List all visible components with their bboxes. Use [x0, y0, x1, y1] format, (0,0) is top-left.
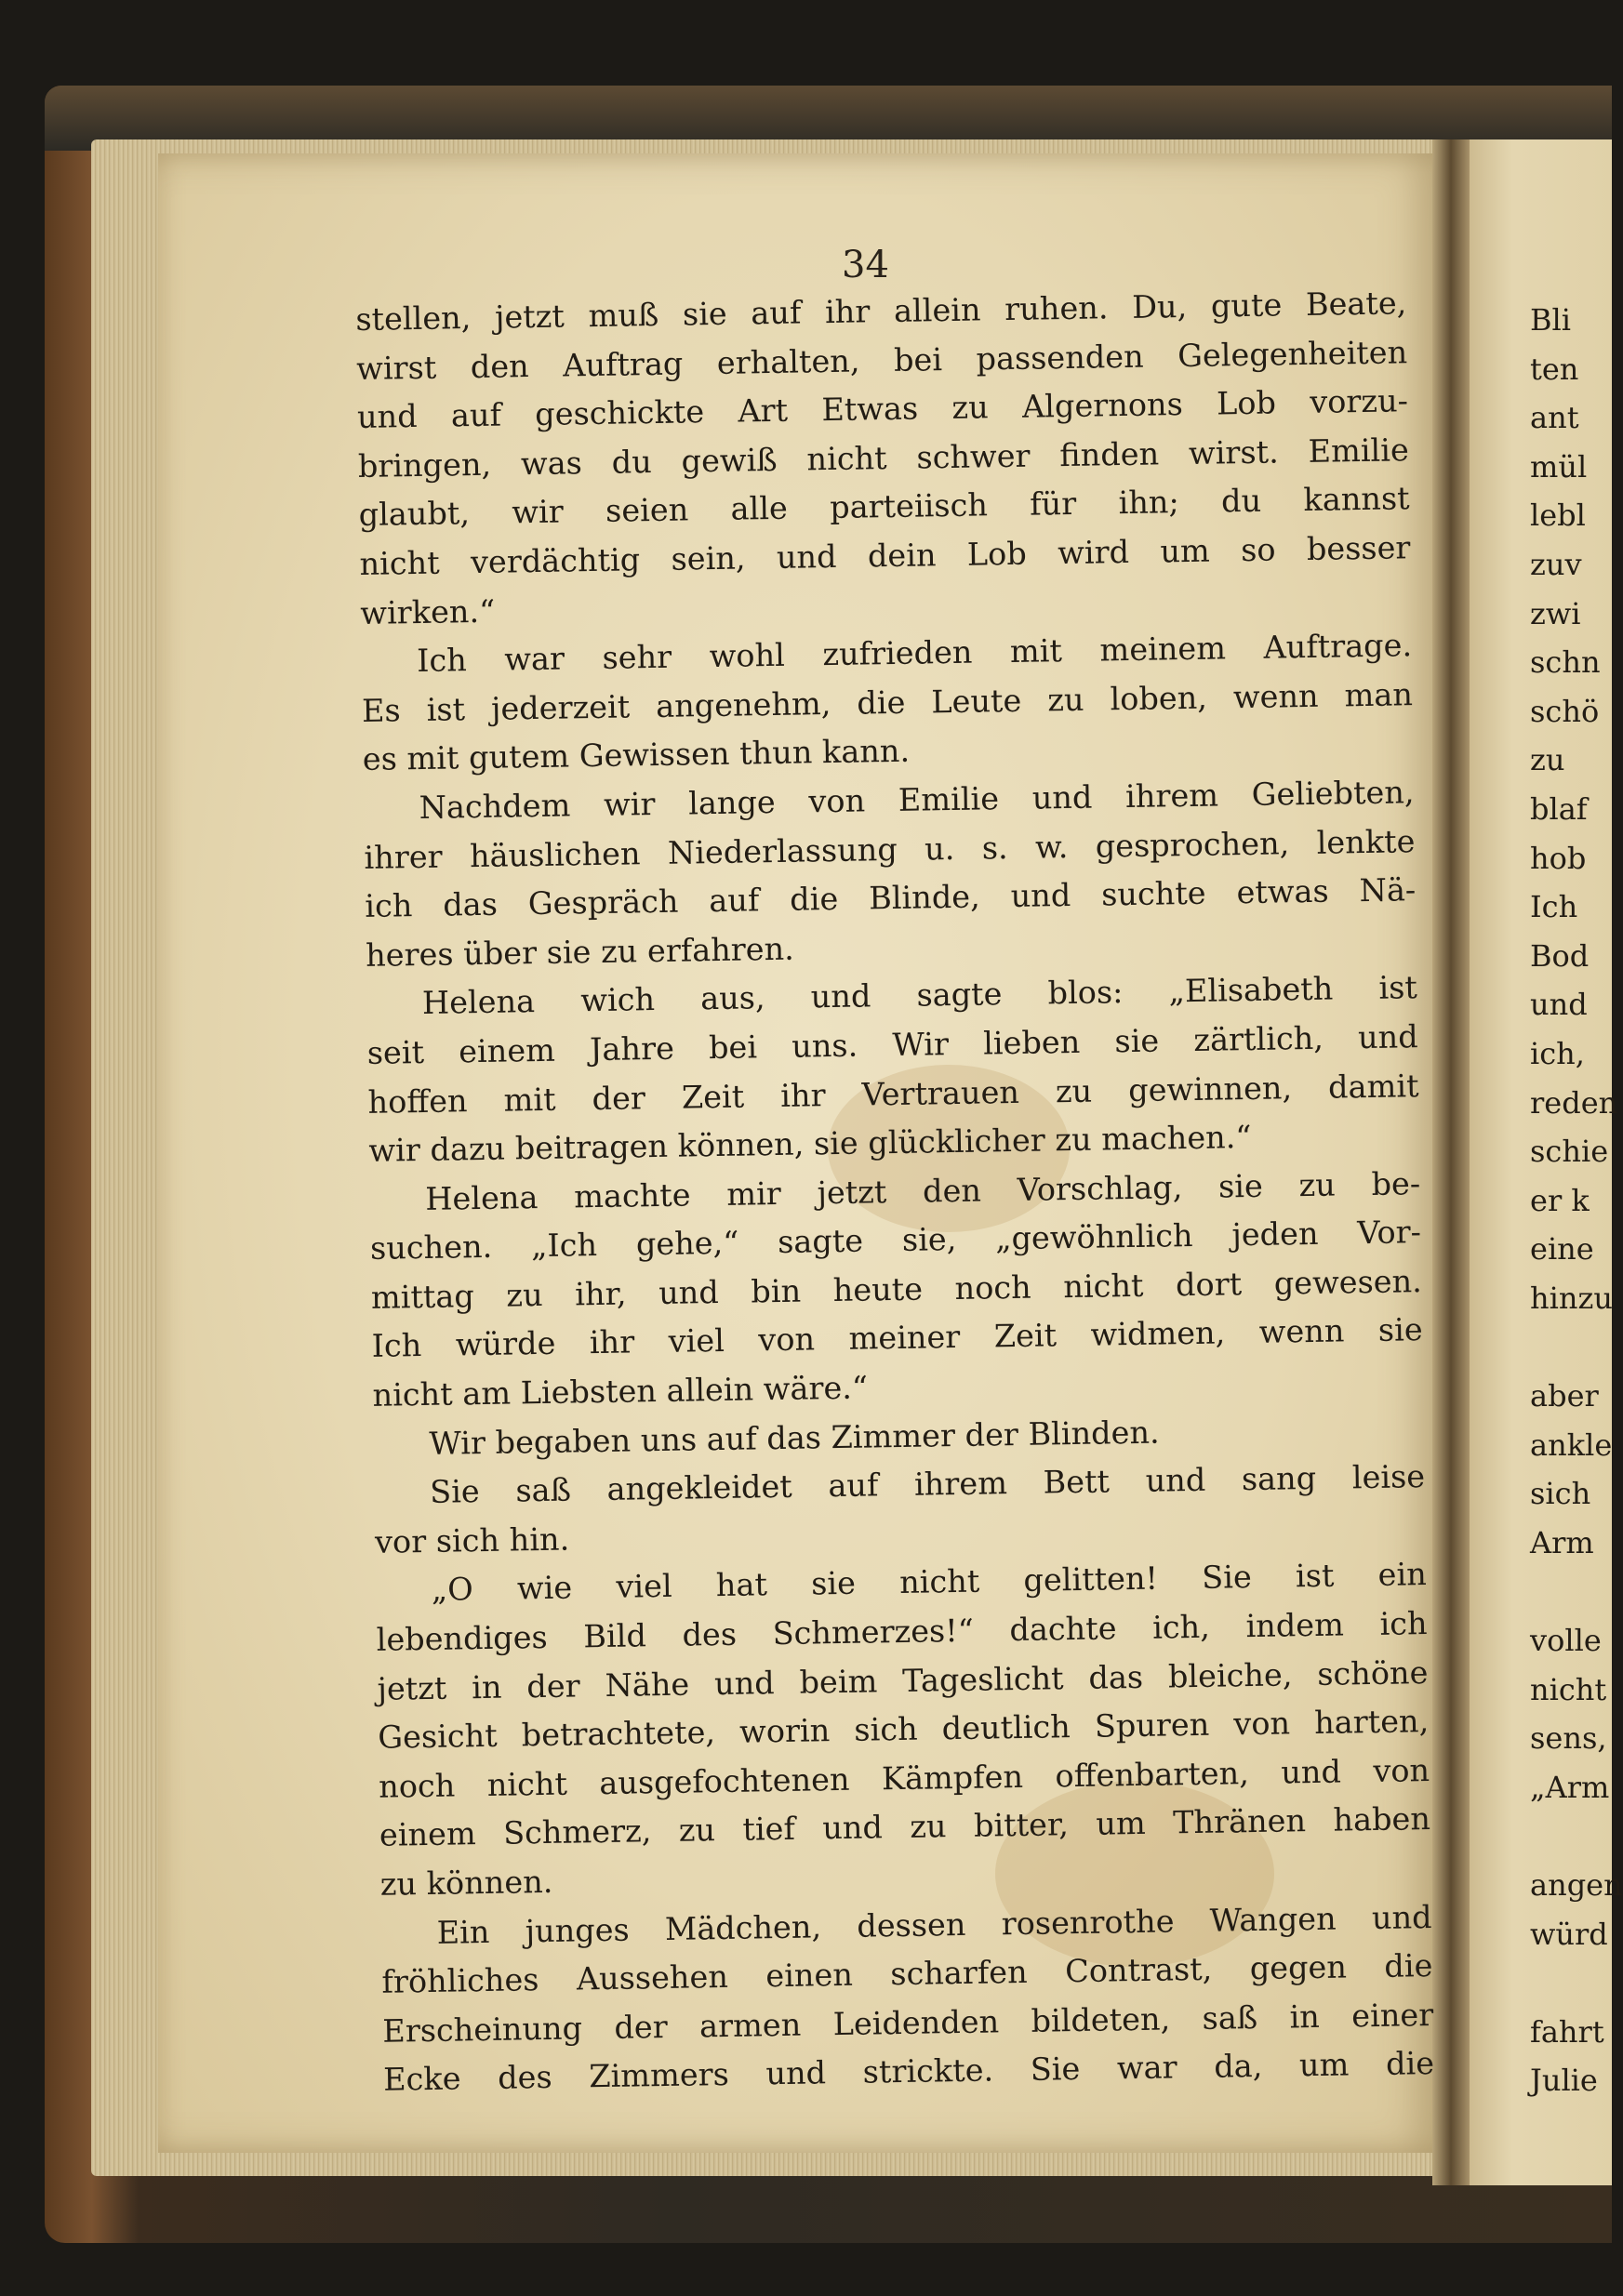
text-line: Ein junges Mädchen, dessen rosenrothe Wangen und [436, 1898, 1432, 1951]
right-page-line-fragment [1530, 1322, 1614, 1372]
text-line: nicht verdächtig sein, und dein Lob wird um so besser [359, 529, 1411, 582]
right-page-line-fragment: würd [1530, 1916, 1608, 1952]
book-gutter [1432, 139, 1470, 2185]
right-page-line-fragment: nicht [1530, 1671, 1607, 1707]
right-page-line-fragment: lebl [1530, 498, 1586, 534]
text-line: zu können. [379, 1863, 553, 1903]
text-line: „O wie viel hat sie nicht gelitten! Sie ist ein [431, 1556, 1428, 1609]
text-line: jetzt in der Nähe und beim Tageslicht das bleiche, schöne [377, 1653, 1429, 1707]
right-page-line-fragment: schie [1530, 1134, 1609, 1170]
right-page-line-fragment: hob [1530, 840, 1587, 876]
right-page-line-fragment: ten [1530, 351, 1579, 387]
text-line: Nachdem wir lange von Emilie und ihrem Geliebten, [419, 774, 1415, 826]
right-page-line-fragment: Arm [1530, 1524, 1594, 1560]
text-line: Ecke des Zimmers und strickte. Sie war da, um die [382, 2045, 1435, 2099]
text-line: seit einem Jahre bei uns. Wir lieben sie zärtlich, und [366, 1018, 1418, 1071]
right-page-line-fragment: blaf [1530, 790, 1588, 827]
text-line: heres über sie zu erfahren. [365, 930, 795, 974]
right-page-line-fragment: Bod [1530, 937, 1590, 974]
page-number: 34 [842, 244, 889, 286]
text-line: Helena machte mir jetzt den Vorschlag, sie zu be- [424, 1164, 1421, 1217]
right-page-line-fragment [1530, 1567, 1614, 1616]
right-page-line-fragment: hinzu [1530, 1280, 1613, 1316]
right-page-line-fragment: ich, [1530, 1035, 1585, 1071]
right-page-line-fragment: mül [1530, 448, 1588, 484]
text-line: Wir begaben uns auf das Zimmer der Blinden. [429, 1413, 1160, 1462]
right-page-line-fragment [1530, 1958, 1614, 2008]
right-page-line-fragment: schn [1530, 644, 1601, 681]
right-page-line-fragment: „Arm [1530, 1769, 1610, 1805]
right-page-line-fragment: er k [1530, 1182, 1590, 1218]
text-line: Es ist jederzeit angenehm, die Leute zu loben, wenn man [361, 675, 1414, 729]
right-page-text-fragment [1530, 296, 1623, 2105]
text-line: glaubt, wir seien alle parteiisch für ihn; du kannst [358, 480, 1410, 534]
text-line: Helena wich aus, und sagte blos: „Elisabeth ist [421, 969, 1418, 1022]
right-page-line-fragment: Julie [1530, 2063, 1598, 2099]
text-line: vor sich hin. [374, 1520, 570, 1560]
right-page-line-fragment: Bli [1530, 302, 1571, 338]
right-page-line-fragment: aber [1530, 1378, 1599, 1414]
right-page-line-fragment: sens, [1530, 1720, 1607, 1757]
text-line: Erscheinung der armen Leidenden bildeten, saß in einer [382, 1996, 1434, 2050]
right-page-line-fragment: eine [1530, 1231, 1594, 1267]
right-page-line-fragment: schö [1530, 693, 1600, 729]
text-line: Sie saß angekleidet auf ihrem Bett und sang leise [429, 1458, 1426, 1511]
right-page-line-fragment: angen [1530, 1867, 1623, 1903]
right-page-line-fragment [1530, 1812, 1614, 1861]
text-line: ihrer häuslichen Niederlassung u. s. w. gesprochen, lenkte [364, 822, 1416, 876]
right-page-line-fragment: Ich [1530, 889, 1578, 925]
text-line: einem Schmerz, zu tief und zu bitter, um Thränen haben [379, 1800, 1431, 1854]
right-page-line-fragment: volle [1530, 1623, 1602, 1659]
left-page-text [355, 279, 1434, 2104]
text-line: wirken.“ [360, 592, 496, 631]
text-line: Ich war sehr wohl zufrieden mit meinem Auftrage. [416, 627, 1413, 680]
text-line: hoffen mit der Zeit ihr Vertrauen zu gewinnen, damit [367, 1067, 1419, 1121]
text-line: und auf geschickte Art Etwas zu Algernons Lob vorzu- [356, 382, 1409, 436]
text-line: mittag zu ihr, und bin heute noch nicht dort gewesen. [370, 1262, 1423, 1316]
text-line: es mit gutem Gewissen thun kann. [362, 733, 911, 778]
text-line: noch nicht ausgefochtenen Kämpfen offenbarten, und von [378, 1751, 1430, 1805]
right-page-line-fragment: zwi [1530, 595, 1581, 631]
text-line: stellen, jetzt muß sie auf ihr allein ruhen. Du, gute Beate, [355, 285, 1407, 338]
text-line: wir dazu beitragen können, sie glücklicher zu machen.“ [368, 1119, 1252, 1169]
right-page-line-fragment: zuv [1530, 546, 1582, 582]
text-line: suchen. „Ich gehe,“ sagte sie, „gewöhnlich jeden Vor- [369, 1214, 1422, 1267]
text-line: Gesicht betrachtete, worin sich deutlich Spuren von harten, [378, 1703, 1430, 1757]
text-line: bringen, was du gewiß nicht schwer finden wirst. Emilie [357, 431, 1410, 484]
right-page-line-fragment: fahrt [1530, 2013, 1604, 2050]
right-page-line-fragment: ankle [1530, 1427, 1613, 1463]
right-page-line-fragment: und [1530, 987, 1588, 1023]
text-line: ich das Gespräch auf die Blinde, und suchte etwas Nä- [365, 871, 1417, 925]
text-line: lebendiges Bild des Schmerzes!“ dachte ich, indem ich [376, 1605, 1428, 1658]
text-line: wirst den Auftrag erhalten, bei passenden Gelegenheiten [355, 333, 1408, 387]
right-page-line-fragment: zu [1530, 742, 1565, 778]
right-page-line-fragment: ant [1530, 400, 1579, 436]
right-page-line-fragment: reden [1530, 1084, 1618, 1121]
text-line: nicht am Liebsten allein wäre.“ [372, 1369, 869, 1413]
text-line: Ich würde ihr viel von meiner Zeit widmen, wenn sie [371, 1311, 1423, 1365]
right-page-line-fragment: sich [1530, 1476, 1591, 1512]
text-line: fröhliches Aussehen einen scharfen Contrast, gegen die [381, 1947, 1433, 2000]
